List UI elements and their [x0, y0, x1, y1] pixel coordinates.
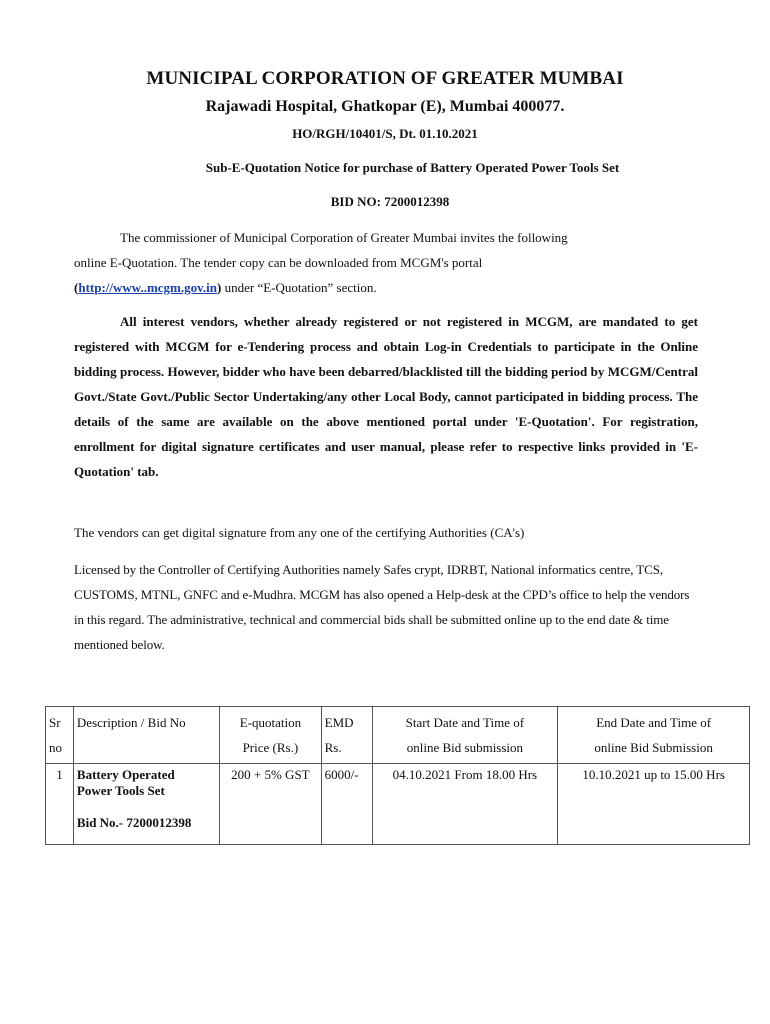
- reference-number: HO/RGH/10401/S, Dt. 01.10.2021: [292, 126, 478, 141]
- registration-paragraph: [74, 309, 698, 484]
- bid-number: BID NO: 7200012398: [330, 194, 450, 209]
- intro-line-3: [74, 275, 698, 300]
- link-paren-close: ): [217, 280, 222, 295]
- row-end-date: 10.10.2021 up to 15.00 Hrs: [558, 764, 750, 845]
- hospital-address: Rajawadi Hospital, Ghatkopar (E), Mumbai 400077.: [205, 98, 565, 115]
- intro-line-1: The commissioner of Municipal Corporation of Greater Mumbai invites the following: [120, 230, 568, 245]
- row-sr: 1: [46, 764, 74, 845]
- row-emd: 6000/-: [321, 764, 372, 845]
- bid-table: [45, 706, 750, 845]
- mcgm-portal-link[interactable]: http://www..mcgm.gov.in: [78, 280, 218, 295]
- header-emd: EMD Rs.: [321, 707, 372, 764]
- header-end-date: End Date and Time of online Bid Submission: [558, 707, 750, 764]
- table-row: [46, 764, 750, 845]
- row-description: Battery Operated Power Tools Set Bid No.- 7200012398: [73, 764, 219, 845]
- header-sr: Sr no: [46, 707, 74, 764]
- table-header-row: [46, 707, 750, 764]
- digital-signature-paragraph: The vendors can get digital signature from any one of the certifying Authorities (CA's): [74, 525, 525, 540]
- licensed-authorities-paragraph: Licensed by the Controller of Certifying Authorities namely Safes crypt, IDRBT, National informatics centre, TCS, CUSTOMS, MTNL, GNFC and e-Mudhra. MCGM has also opened a Help-desk at the CPD’s office to help the vendors in this regard. The administrative, technical and commercial bids shall be submitted online up to the end date & time mentioned below.: [74, 562, 690, 652]
- link-paren-open: (: [74, 280, 79, 295]
- registration-text: All interest vendors, whether already registered or not registered in MCGM, are mandated to get registered with MCGM for e-Tendering process and obtain Log-in Credentials to participate in the Online bidding process. However, bidder who have been debarred/blacklisted till the bidding period by MCGM/Central Govt./State Govt./Public Sector Undertaking/any other Local Body, cannot participated in bidding process. The details of the same are available on the above mentioned portal under 'E-Quotation'. For registration, enrollment for digital signature certificates and user manual, please refer to respective links provided in 'E-Quotation' tab.: [74, 314, 698, 479]
- notice-title: Sub-E-Quotation Notice for purchase of Battery Operated Power Tools Set: [205, 160, 620, 175]
- row-bid-no: Bid No.- 7200012398: [76, 815, 192, 830]
- row-price: 200 + 5% GST: [220, 764, 322, 845]
- intro-line-2: online E-Quotation. The tender copy can be downloaded from MCGM's portal: [74, 255, 483, 270]
- header-start-date: Start Date and Time of online Bid submission: [372, 707, 558, 764]
- intro-line-3-rest: under “E-Quotation” section.: [221, 280, 377, 295]
- intro-paragraph: [74, 225, 698, 300]
- row-start-date: 04.10.2021 From 18.00 Hrs: [372, 764, 558, 845]
- document-title: MUNICIPAL CORPORATION OF GREATER MUMBAI: [146, 68, 624, 89]
- header-description: Description / Bid No: [73, 707, 219, 764]
- header-price: E-quotation Price (Rs.): [220, 707, 322, 764]
